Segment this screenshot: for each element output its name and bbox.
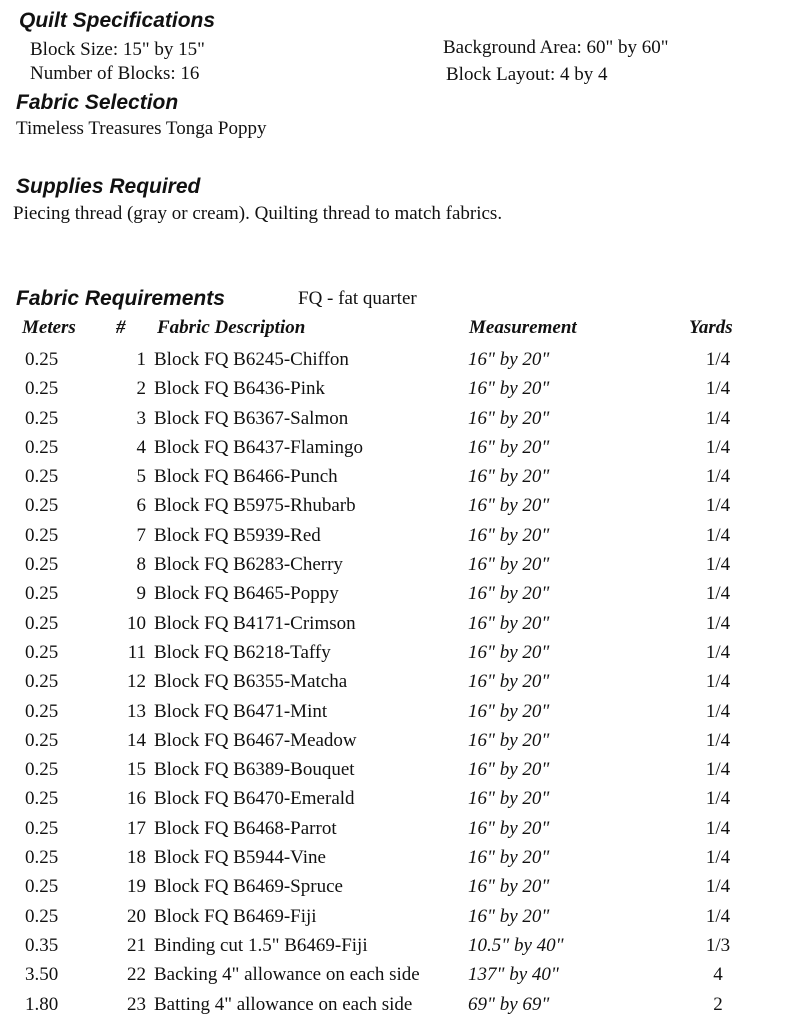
number-cell: 19: [127, 876, 146, 898]
column-header-meters: Meters: [22, 317, 76, 338]
supplies-required-text: Piecing thread (gray or cream). Quilting thread to match fabrics.: [13, 203, 503, 224]
table-row: [0, 843, 794, 872]
yards-cell: 1/4: [705, 817, 731, 839]
yards-cell: 1/4: [705, 641, 731, 663]
number-cell: 18: [127, 847, 146, 869]
measurement-cell: 16" by 20": [468, 671, 550, 693]
yards-cell: 1/4: [705, 905, 731, 927]
fabric-description-cell: Block FQ B5975-Rhubarb: [154, 495, 356, 517]
measurement-cell: 16" by 20": [468, 583, 550, 605]
meters-cell: 0.25: [25, 847, 59, 869]
fabric-description-cell: Block FQ B6469-Spruce: [154, 876, 343, 898]
number-cell: 3: [136, 407, 146, 429]
yards-cell: 1/4: [705, 349, 731, 370]
fabric-description-cell: Block FQ B6389-Bouquet: [154, 759, 355, 781]
measurement-cell: 16" by 20": [468, 876, 550, 898]
background-area: Background Area: 60" by 60": [443, 37, 669, 58]
table-row: [0, 609, 794, 638]
yards-cell: 1/4: [705, 700, 731, 722]
measurement-cell: 10.5" by 40": [468, 934, 564, 956]
measurement-cell: 16" by 20": [468, 817, 550, 839]
measurement-cell: 16" by 20": [468, 729, 550, 751]
yards-cell: 1/4: [705, 378, 731, 400]
meters-cell: 0.25: [25, 641, 59, 663]
measurement-cell: 69" by 69": [468, 993, 550, 1015]
number-cell: 12: [127, 671, 146, 693]
block-size: Block Size: 15" by 15": [30, 39, 205, 60]
number-cell: 23: [127, 993, 146, 1015]
meters-cell: 0.35: [25, 934, 59, 956]
fabric-description-cell: Binding cut 1.5" B6469-Fiji: [154, 934, 368, 956]
fabric-selection-heading: Fabric Selection: [16, 91, 179, 114]
fabric-description-cell: Block FQ B6470-Emerald: [154, 788, 355, 810]
table-row: [0, 433, 794, 462]
meters-cell: 0.25: [25, 905, 59, 927]
table-row: [0, 521, 794, 550]
fabric-requirements-table: [0, 345, 794, 1019]
measurement-cell: 16" by 20": [468, 905, 550, 927]
number-cell: 14: [127, 729, 146, 751]
fabric-description-cell: Block FQ B6355-Matcha: [154, 671, 348, 693]
number-cell: 17: [127, 817, 146, 839]
yards-cell: 1/4: [705, 524, 731, 546]
yards-cell: 1/4: [705, 554, 731, 576]
table-row: [0, 931, 794, 960]
meters-cell: 0.25: [25, 524, 59, 546]
yards-cell: 1/4: [705, 466, 731, 488]
number-cell: 22: [127, 964, 146, 986]
number-cell: 4: [136, 436, 146, 458]
measurement-cell: 16" by 20": [468, 466, 550, 488]
fat-quarter-note: FQ - fat quarter: [298, 288, 417, 309]
fabric-description-cell: Block FQ B6471-Mint: [154, 700, 328, 722]
measurement-cell: 16" by 20": [468, 407, 550, 429]
meters-cell: 0.25: [25, 378, 59, 400]
yards-cell: 4: [713, 964, 723, 986]
table-row: [0, 404, 794, 433]
meters-cell: 0.25: [25, 554, 59, 576]
number-cell: 13: [127, 700, 146, 722]
number-of-blocks: Number of Blocks: 16: [30, 63, 200, 84]
yards-cell: 1/4: [705, 876, 731, 898]
meters-cell: 0.25: [25, 788, 59, 810]
yards-cell: 1/4: [705, 729, 731, 751]
yards-cell: 1/4: [705, 612, 731, 634]
table-row: [0, 960, 794, 989]
number-cell: 10: [127, 612, 146, 634]
column-header-yards: Yards: [689, 317, 733, 338]
meters-cell: 0.25: [25, 466, 59, 488]
meters-cell: 3.50: [25, 964, 59, 986]
yards-cell: 2: [713, 993, 723, 1015]
table-row: [0, 462, 794, 491]
yards-cell: 1/4: [705, 436, 731, 458]
number-cell: 20: [127, 905, 146, 927]
table-row: [0, 872, 794, 901]
measurement-cell: 16" by 20": [468, 612, 550, 634]
number-cell: 2: [136, 378, 146, 400]
fabric-description-cell: Block FQ B6245-Chiffon: [154, 349, 349, 370]
number-cell: 1: [136, 349, 146, 370]
measurement-cell: 16" by 20": [468, 378, 550, 400]
meters-cell: 0.25: [25, 349, 59, 370]
yards-cell: 1/4: [705, 759, 731, 781]
table-row: [0, 726, 794, 755]
meters-cell: 0.25: [25, 671, 59, 693]
measurement-cell: 16" by 20": [468, 554, 550, 576]
measurement-cell: 16" by 20": [468, 759, 550, 781]
fabric-description-cell: Block FQ B6367-Salmon: [154, 407, 349, 429]
table-row: [0, 990, 794, 1019]
yards-cell: 1/4: [705, 847, 731, 869]
measurement-cell: 16" by 20": [468, 495, 550, 517]
fabric-requirements-heading: Fabric Requirements: [16, 287, 225, 310]
fabric-description-cell: Block FQ B5944-Vine: [154, 847, 326, 869]
table-row: [0, 491, 794, 520]
table-row: [0, 374, 794, 403]
meters-cell: 0.25: [25, 495, 59, 517]
measurement-cell: 16" by 20": [468, 700, 550, 722]
fabric-description-cell: Backing 4" allowance on each side: [154, 964, 420, 986]
yards-cell: 1/4: [705, 495, 731, 517]
fabric-description-cell: Block FQ B6218-Taffy: [154, 641, 331, 663]
yards-cell: 1/3: [705, 934, 731, 956]
meters-cell: 0.25: [25, 700, 59, 722]
fabric-description-cell: Block FQ B6283-Cherry: [154, 554, 343, 576]
yards-cell: 1/4: [705, 788, 731, 810]
table-row: [0, 667, 794, 696]
meters-cell: 0.25: [25, 817, 59, 839]
meters-cell: 0.25: [25, 612, 59, 634]
supplies-required-heading: Supplies Required: [16, 175, 201, 198]
measurement-cell: 16" by 20": [468, 436, 550, 458]
meters-cell: 0.25: [25, 729, 59, 751]
number-cell: 11: [127, 641, 146, 663]
table-row: [0, 550, 794, 579]
meters-cell: 0.25: [25, 583, 59, 605]
fabric-description-cell: Block FQ B6468-Parrot: [154, 817, 337, 839]
number-cell: 9: [136, 583, 146, 605]
number-cell: 6: [136, 495, 146, 517]
column-header-number: #: [116, 317, 126, 338]
fabric-description-cell: Block FQ B4171-Crimson: [154, 612, 356, 634]
number-cell: 8: [136, 554, 146, 576]
table-row: [0, 579, 794, 608]
table-row: [0, 755, 794, 784]
measurement-cell: 16" by 20": [468, 349, 550, 370]
table-row: [0, 902, 794, 931]
fabric-description-cell: Block FQ B6469-Fiji: [154, 905, 317, 927]
fabric-description-cell: Block FQ B5939-Red: [154, 524, 321, 546]
number-cell: 7: [136, 524, 146, 546]
fabric-description-cell: Block FQ B6465-Poppy: [154, 583, 339, 605]
measurement-cell: 16" by 20": [468, 641, 550, 663]
quilt-specifications-heading: Quilt Specifications: [19, 9, 216, 32]
table-row: [0, 638, 794, 667]
number-cell: 15: [127, 759, 146, 781]
meters-cell: 1.80: [25, 993, 59, 1015]
fabric-selection-text: Timeless Treasures Tonga Poppy: [16, 118, 267, 139]
fabric-description-cell: Block FQ B6437-Flamingo: [154, 436, 364, 458]
measurement-cell: 16" by 20": [468, 847, 550, 869]
measurement-cell: 16" by 20": [468, 788, 550, 810]
measurement-cell: 16" by 20": [468, 524, 550, 546]
meters-cell: 0.25: [25, 436, 59, 458]
column-header-measurement: Measurement: [469, 317, 577, 338]
yards-cell: 1/4: [705, 583, 731, 605]
table-row: [0, 784, 794, 813]
meters-cell: 0.25: [25, 407, 59, 429]
table-row: [0, 814, 794, 843]
column-header-description: Fabric Description: [157, 317, 306, 338]
meters-cell: 0.25: [25, 876, 59, 898]
meters-cell: 0.25: [25, 759, 59, 781]
number-cell: 5: [136, 466, 146, 488]
fabric-description-cell: Block FQ B6466-Punch: [154, 466, 338, 488]
fabric-description-cell: Block FQ B6467-Meadow: [154, 729, 357, 751]
table-row: [0, 697, 794, 726]
number-cell: 21: [127, 934, 146, 956]
fabric-description-cell: Block FQ B6436-Pink: [154, 378, 326, 400]
yards-cell: 1/4: [705, 671, 731, 693]
block-layout: Block Layout: 4 by 4: [446, 64, 608, 85]
number-cell: 16: [127, 788, 146, 810]
yards-cell: 1/4: [705, 407, 731, 429]
measurement-cell: 137" by 40": [468, 964, 559, 986]
fabric-description-cell: Batting 4" allowance on each side: [154, 993, 413, 1015]
table-row: [0, 345, 794, 374]
